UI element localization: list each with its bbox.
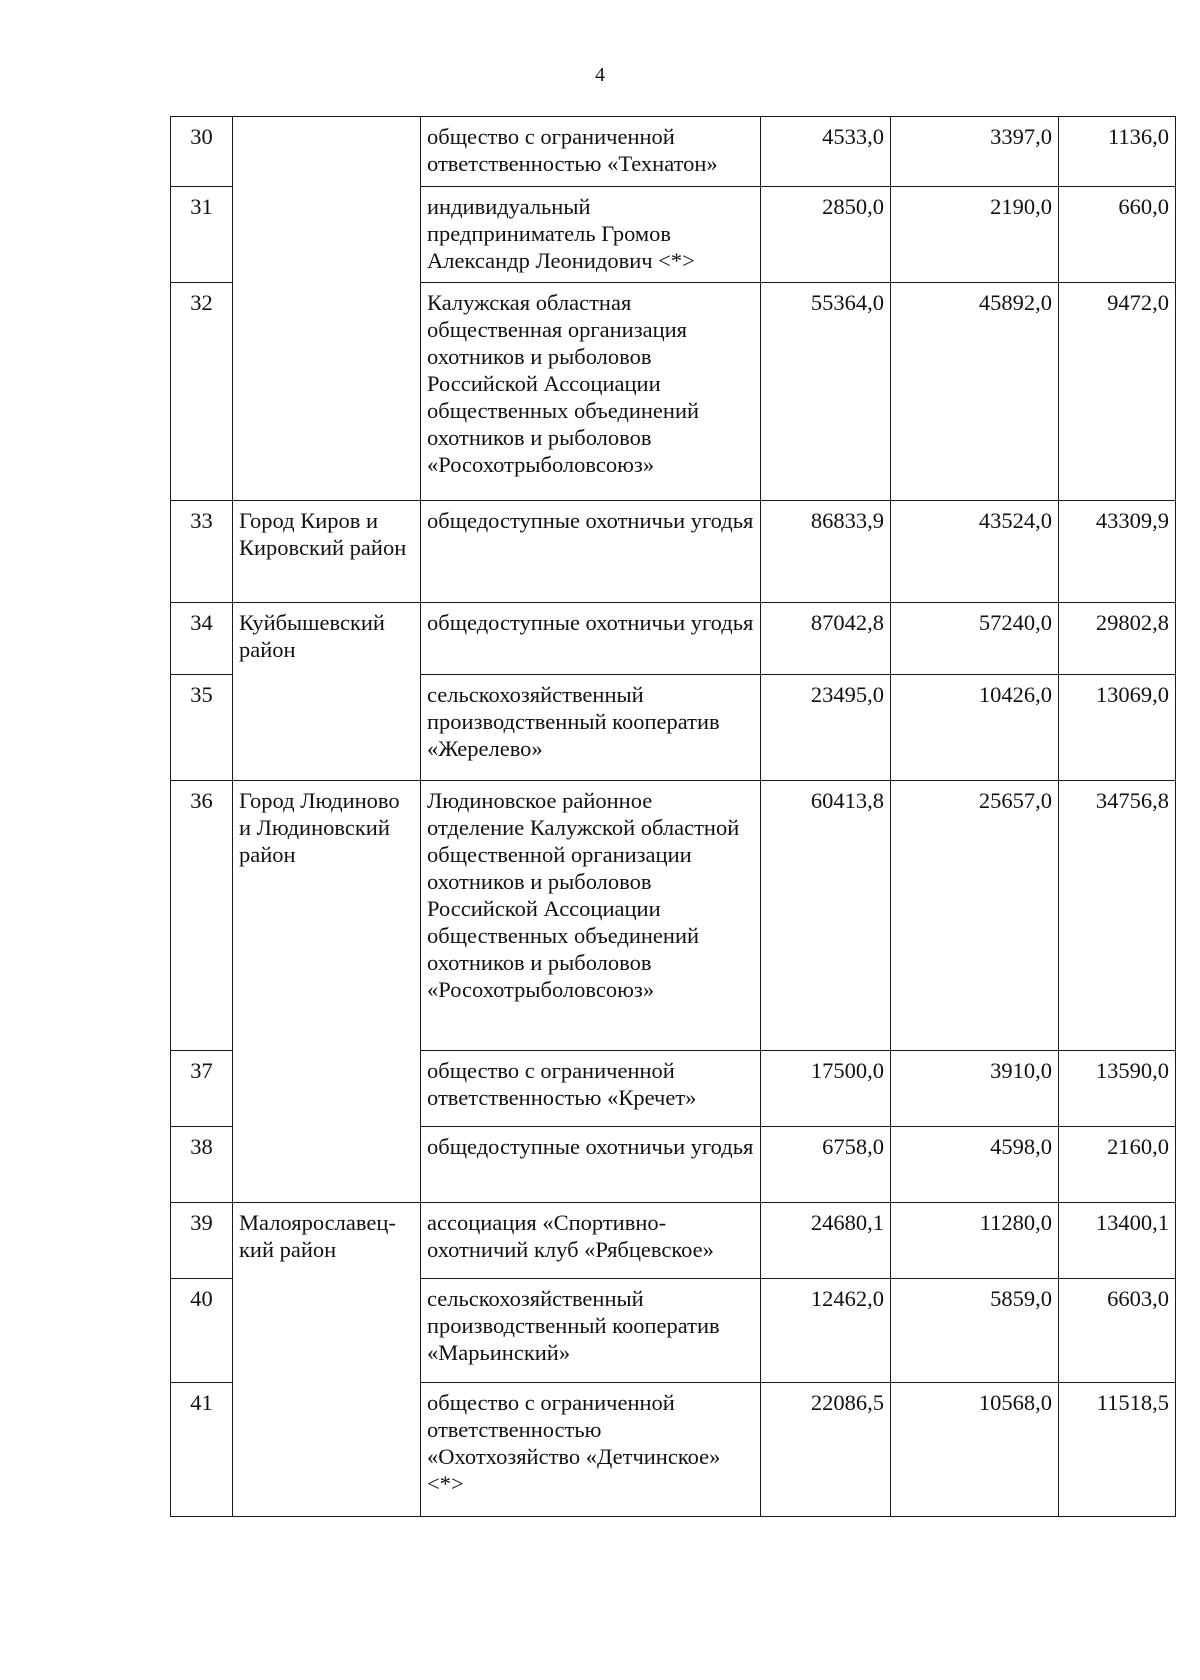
row-number: 40	[171, 1279, 233, 1383]
table-row	[171, 603, 1176, 675]
row-number: 33	[171, 501, 233, 603]
value-third: 9472,0	[1059, 283, 1176, 501]
row-number: 32	[171, 283, 233, 501]
value-second: 43524,0	[891, 501, 1059, 603]
value-second: 57240,0	[891, 603, 1059, 675]
row-number: 34	[171, 603, 233, 675]
row-number: 36	[171, 781, 233, 1051]
row-number: 37	[171, 1051, 233, 1127]
value-total: 24680,1	[761, 1203, 891, 1279]
organization-cell: общедоступные охотничьи угодья	[421, 1127, 761, 1203]
page-number	[0, 64, 1200, 87]
value-third: 660,0	[1059, 187, 1176, 283]
value-total: 22086,5	[761, 1383, 891, 1517]
organization-cell: сельскохозяйственный производственный кооператив «Жерелево»	[421, 675, 761, 781]
organization-cell: общедоступные охотничьи угодья	[421, 501, 761, 603]
district-cell: Город Киров и Кировский район	[233, 501, 421, 603]
hunting-grounds-table	[170, 116, 1176, 1517]
value-third: 13400,1	[1059, 1203, 1176, 1279]
organization-cell: общество с ограниченной ответственностью «Кречет»	[421, 1051, 761, 1127]
district-cell: Город Людиново и Людиновский район	[233, 781, 421, 1203]
value-second: 3397,0	[891, 117, 1059, 187]
value-total: 4533,0	[761, 117, 891, 187]
value-total: 55364,0	[761, 283, 891, 501]
value-third: 13590,0	[1059, 1051, 1176, 1127]
row-number: 38	[171, 1127, 233, 1203]
value-second: 45892,0	[891, 283, 1059, 501]
value-third: 13069,0	[1059, 675, 1176, 781]
value-second: 25657,0	[891, 781, 1059, 1051]
table-row	[171, 117, 1176, 187]
value-total: 23495,0	[761, 675, 891, 781]
table-row	[171, 781, 1176, 1051]
value-third: 34756,8	[1059, 781, 1176, 1051]
value-third: 11518,5	[1059, 1383, 1176, 1517]
value-third: 1136,0	[1059, 117, 1176, 187]
row-number: 31	[171, 187, 233, 283]
organization-cell: общедоступные охотничьи угодья	[421, 603, 761, 675]
value-third: 43309,9	[1059, 501, 1176, 603]
row-number: 41	[171, 1383, 233, 1517]
value-second: 10426,0	[891, 675, 1059, 781]
value-second: 11280,0	[891, 1203, 1059, 1279]
table-row	[171, 501, 1176, 603]
organization-cell: Людиновское районное отделение Калужской областной общественной организации охотников и рыболовов Российской Ассоциации общественных объединений охотников и рыболовов «Росохотрыболовсоюз»	[421, 781, 761, 1051]
value-second: 2190,0	[891, 187, 1059, 283]
row-number: 39	[171, 1203, 233, 1279]
district-cell: Малоярославец-кий район	[233, 1203, 421, 1517]
page-number-text: 4	[595, 64, 605, 86]
row-number: 35	[171, 675, 233, 781]
value-total: 87042,8	[761, 603, 891, 675]
organization-cell: индивидуальный предприниматель Громов Александр Леонидович <*>	[421, 187, 761, 283]
value-third: 2160,0	[1059, 1127, 1176, 1203]
district-cell: Куйбышевский район	[233, 603, 421, 781]
value-second: 3910,0	[891, 1051, 1059, 1127]
organization-cell: Калужская областная общественная организация охотников и рыболовов Российской Ассоциации общественных объединений охотников и рыболовов «Росохотрыболовсоюз»	[421, 283, 761, 501]
value-total: 86833,9	[761, 501, 891, 603]
value-total: 6758,0	[761, 1127, 891, 1203]
organization-cell: общество с ограниченной ответственностью «Технатон»	[421, 117, 761, 187]
value-second: 5859,0	[891, 1279, 1059, 1383]
table-row	[171, 1203, 1176, 1279]
value-total: 17500,0	[761, 1051, 891, 1127]
district-cell	[233, 117, 421, 501]
row-number: 30	[171, 117, 233, 187]
value-second: 4598,0	[891, 1127, 1059, 1203]
value-total: 2850,0	[761, 187, 891, 283]
value-third: 6603,0	[1059, 1279, 1176, 1383]
value-second: 10568,0	[891, 1383, 1059, 1517]
value-total: 12462,0	[761, 1279, 891, 1383]
value-third: 29802,8	[1059, 603, 1176, 675]
value-total: 60413,8	[761, 781, 891, 1051]
organization-cell: общество с ограниченной ответственностью «Охотхозяйство «Детчинское» <*>	[421, 1383, 761, 1517]
organization-cell: сельскохозяйственный производственный кооператив «Марьинский»	[421, 1279, 761, 1383]
organization-cell: ассоциация «Спортивно-охотничий клуб «Рябцевское»	[421, 1203, 761, 1279]
